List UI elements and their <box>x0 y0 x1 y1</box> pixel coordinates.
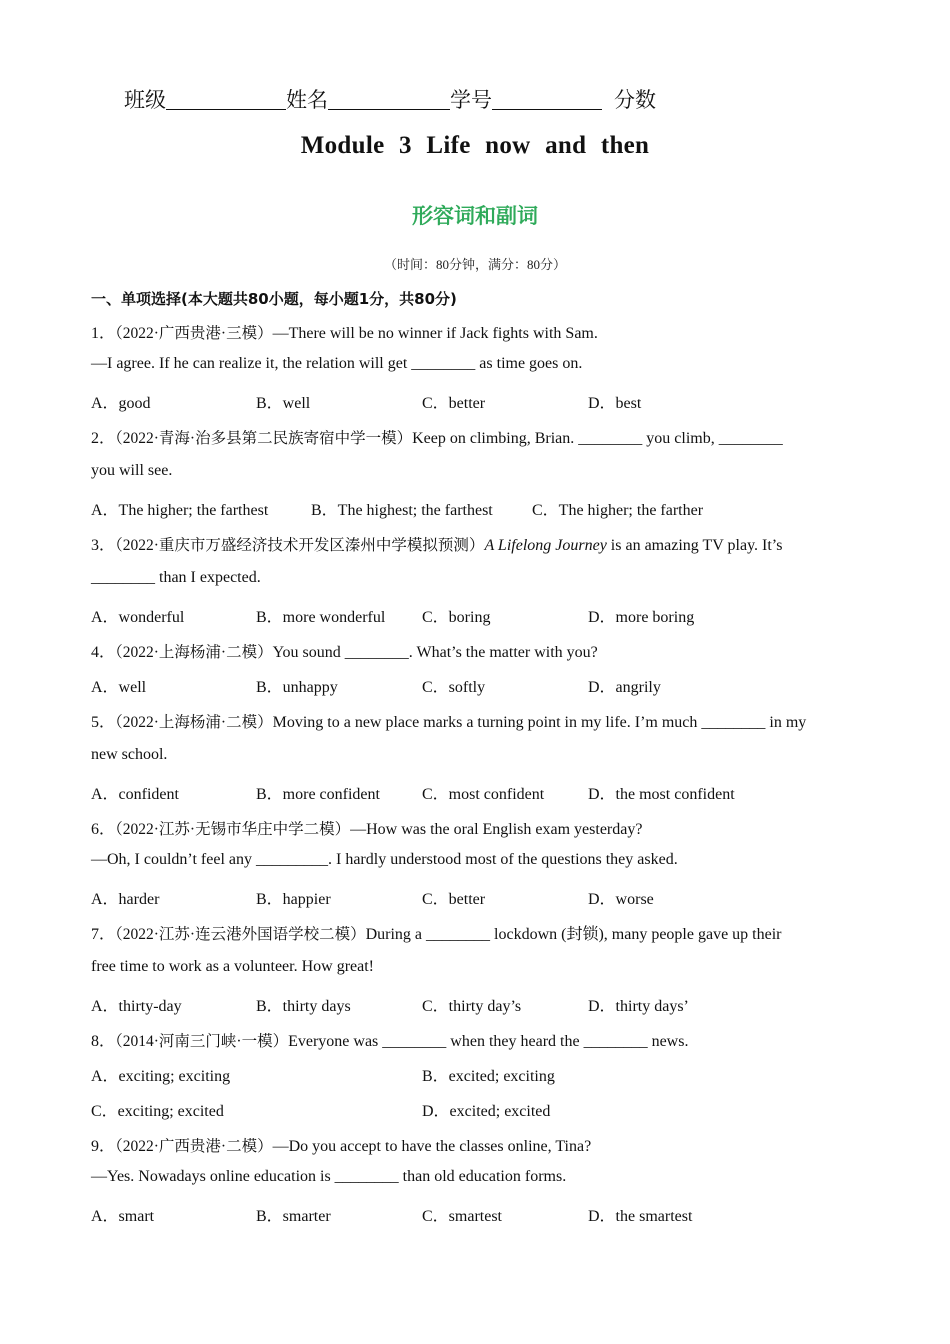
question-1-option-a: A．good <box>91 395 151 412</box>
question-5-option-c: C．most confident <box>422 786 545 803</box>
class-blank <box>166 87 286 110</box>
name-blank <box>328 87 450 110</box>
question-9-line1: 9．（2022·广西贵港·二模）—Do you accept to have the classes online, Tina? <box>91 1138 592 1155</box>
question-7-line1: 7．（2022·江苏·连云港外国语学校二模）During a ________ lockdown (封锁), many people gave up their <box>91 926 782 943</box>
question-8-option-a: A．exciting; exciting <box>91 1068 231 1085</box>
question-2-option-c: C．The higher; the farther <box>532 502 704 519</box>
question-9-option-b: B．smarter <box>256 1208 331 1225</box>
question-5-line1: 5．（2022·上海杨浦·二模）Moving to a new place marks a turning point in my life. I’m much ________ in my <box>91 714 807 731</box>
question-1-option-d: D．best <box>588 395 642 412</box>
question-9-option-a: A．smart <box>91 1208 155 1225</box>
question-6-line2: —Oh, I couldn’t feel any _________. I hardly understood most of the questions they asked. <box>91 851 678 868</box>
question-7-option-d: D．thirty days’ <box>588 998 689 1015</box>
question-2-option-b: B．The highest; the farthest <box>311 502 493 519</box>
question-5-option-b: B．more confident <box>256 786 380 803</box>
question-4-option-d: D．angrily <box>588 679 661 696</box>
question-2-option-a: A．The higher; the farthest <box>91 502 269 519</box>
question-4-option-b: B．unhappy <box>256 679 338 696</box>
time-note: （时间：80分钟，满分：80分） <box>383 257 566 272</box>
score-label: 分数 <box>614 88 656 112</box>
question-4-option-c: C．softly <box>422 679 486 696</box>
question-8-line1: 8．（2014·河南三门峡·一模）Everyone was ________ when they heard the ________ news. <box>91 1033 689 1050</box>
question-3-option-c: C．boring <box>422 609 491 626</box>
question-6-option-a: A．harder <box>91 891 160 908</box>
question-8-option-d: D．excited; excited <box>422 1103 551 1120</box>
question-6-option-c: C．better <box>422 891 486 908</box>
question-1-line2: —I agree. If he can realize it, the relation will get ________ as time goes on. <box>91 355 583 372</box>
question-2-line2: you will see. <box>91 462 173 479</box>
question-3-option-d: D．more boring <box>588 609 695 626</box>
page-title: Module 3 Life now and then <box>300 132 650 159</box>
question-7-line2: free time to work as a volunteer. How great! <box>91 958 375 975</box>
question-3-line1: 3．（2022·重庆市万盛经济技术开发区溱州中学模拟预测）A Lifelong Journey is an amazing TV play. It’s <box>91 537 783 554</box>
question-5-option-a: A．confident <box>91 786 179 803</box>
id-blank <box>492 87 602 110</box>
question-9-option-c: C．smartest <box>422 1208 502 1225</box>
question-8-option-c: C．exciting; excited <box>91 1103 224 1120</box>
student-info-line <box>124 84 656 114</box>
page-subtitle: 形容词和副词 <box>412 204 538 228</box>
class-label: 班级 <box>124 88 166 112</box>
id-label: 学号 <box>450 88 492 112</box>
question-3-line2: ________ than I expected. <box>91 569 261 586</box>
question-1-option-c: C．better <box>422 395 486 412</box>
question-7-option-c: C．thirty day’s <box>422 998 522 1015</box>
question-7-option-b: B．thirty days <box>256 998 351 1015</box>
question-9-line2: —Yes. Nowadays online education is ________ than old education forms. <box>91 1168 567 1185</box>
question-2-line1: 2．（2022·青海·治多县第二民族寄宿中学一模）Keep on climbing, Brian. ________ you climb, ________ <box>91 430 783 447</box>
question-7-option-a: A．thirty-day <box>91 998 182 1015</box>
question-6-option-d: D．worse <box>588 891 654 908</box>
question-8-option-b: B．excited; exciting <box>422 1068 555 1085</box>
question-9-option-d: D．the smartest <box>588 1208 693 1225</box>
question-6-line1: 6．（2022·江苏·无锡市华庄中学二模）—How was the oral English exam yesterday? <box>91 821 643 838</box>
name-label: 姓名 <box>286 88 328 112</box>
question-3-option-b: B．more wonderful <box>256 609 386 626</box>
question-1-option-b: B．well <box>256 395 311 412</box>
question-4-line1: 4．（2022·上海杨浦·二模）You sound ________. What’s the matter with you? <box>91 644 598 661</box>
question-5-line2: new school. <box>91 746 168 763</box>
question-6-option-b: B．happier <box>256 891 331 908</box>
question-1-line1: 1．（2022·广西贵港·三模）—There will be no winner if Jack fights with Sam. <box>91 325 598 342</box>
question-5-option-d: D．the most confident <box>588 786 735 803</box>
section-heading: 一、单项选择(本大题共80小题，每小题1分，共80分) <box>91 290 457 308</box>
question-4-option-a: A．well <box>91 679 147 696</box>
question-3-option-a: A．wonderful <box>91 609 185 626</box>
